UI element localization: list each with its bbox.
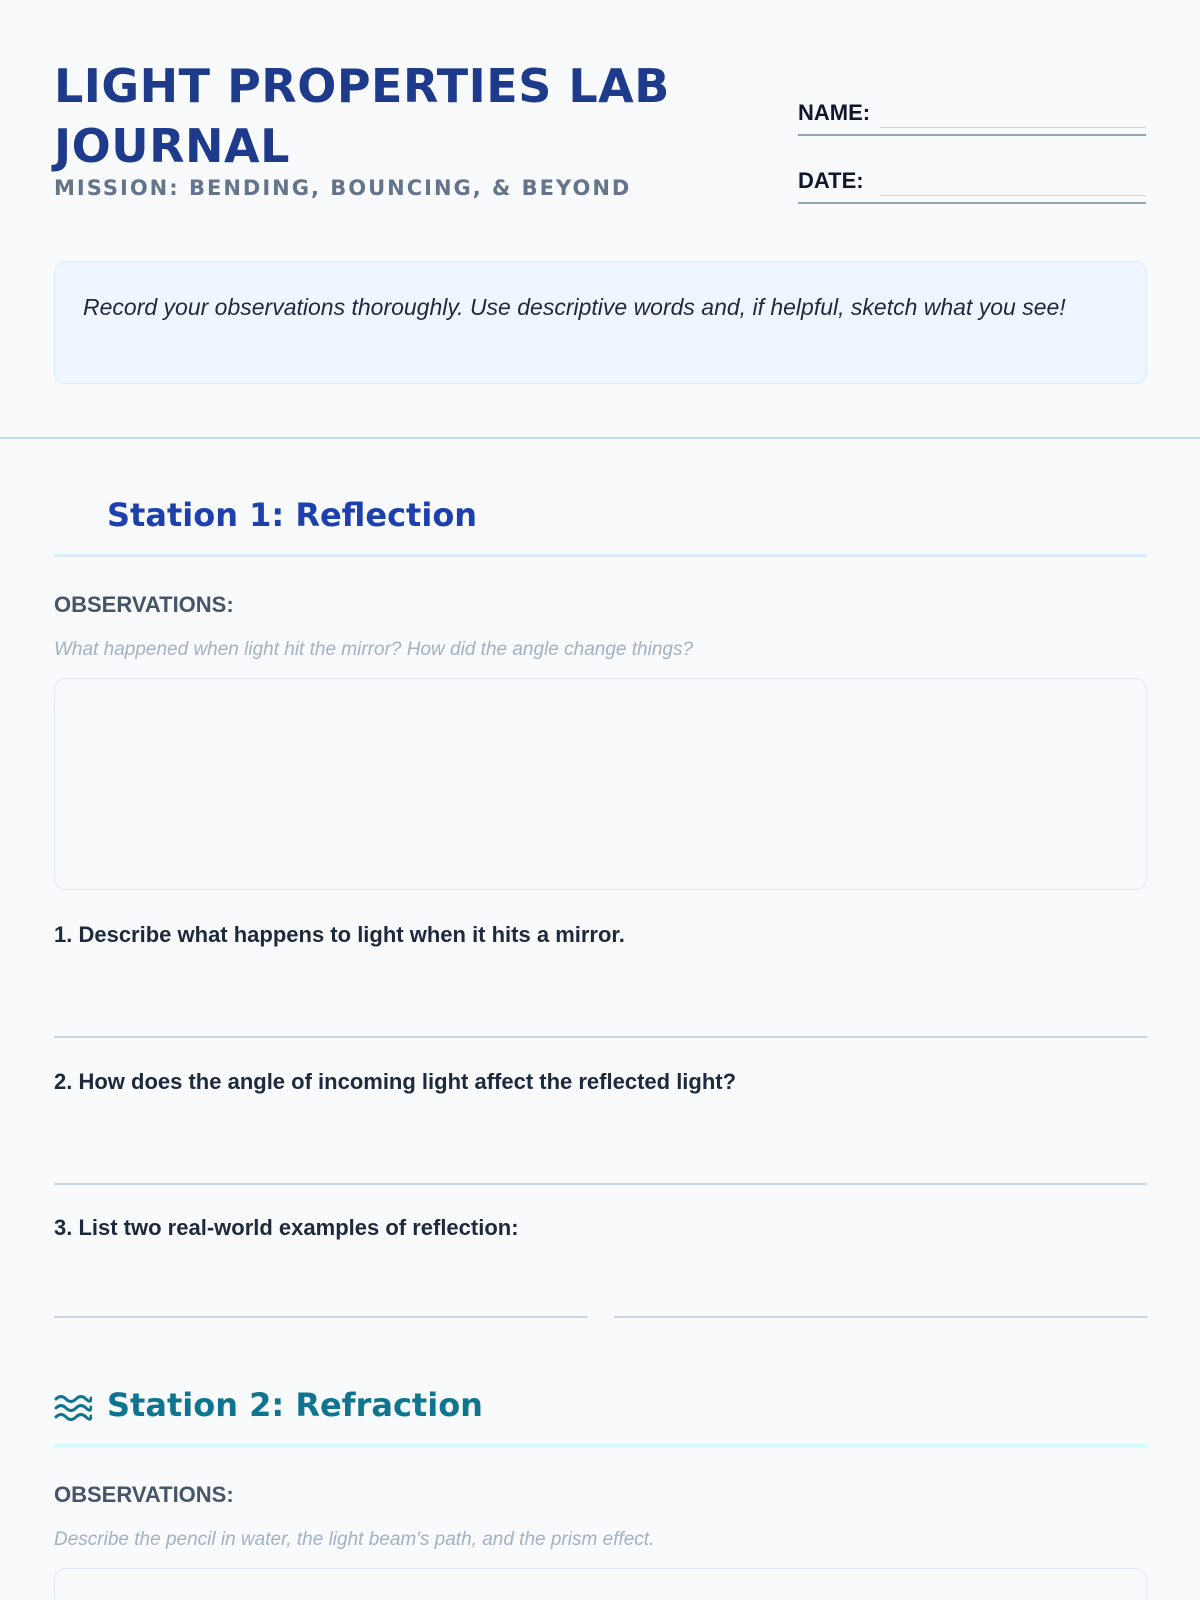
station1-question-3: 3. List two real-world examples of reflection: bbox=[54, 1215, 519, 1240]
station1-observations-hint: What happened when light hit the mirror? How did the angle change things? bbox=[54, 639, 694, 660]
page-title: LIGHT PROPERTIES LAB JOURNAL bbox=[54, 59, 670, 173]
station1-title: Station 1: Reflection bbox=[107, 496, 478, 534]
station1-divider bbox=[54, 554, 1147, 557]
station1-question-1: 1. Describe what happens to light when it hits a mirror. bbox=[54, 922, 625, 947]
station2-observations-box[interactable] bbox=[54, 1568, 1147, 1600]
station1-answer-line-3a[interactable] bbox=[54, 1316, 587, 1318]
instructions-box: Record your observations thoroughly. Use descriptive words and, if helpful, sketch what you see! bbox=[54, 261, 1147, 384]
station1-answer-line-3b[interactable] bbox=[614, 1316, 1147, 1318]
station1-answer-line-2[interactable] bbox=[54, 1183, 1147, 1185]
page-subtitle: MISSION: BENDING, BOUNCING, & BEYOND bbox=[54, 176, 632, 200]
name-label: NAME: bbox=[798, 100, 871, 125]
date-input-line[interactable] bbox=[880, 195, 1146, 196]
station2-observations-label: OBSERVATIONS: bbox=[54, 1482, 234, 1507]
station2-title: Station 2: Refraction bbox=[107, 1386, 483, 1424]
station1-observations-box[interactable] bbox=[54, 678, 1147, 890]
date-field[interactable] bbox=[798, 164, 1146, 204]
name-input-line[interactable] bbox=[880, 127, 1146, 128]
station2-observations-hint: Describe the pencil in water, the light beam's path, and the prism effect. bbox=[54, 1529, 655, 1550]
station1-answer-line-1[interactable] bbox=[54, 1036, 1147, 1038]
waves-icon bbox=[54, 1393, 92, 1423]
date-label: DATE: bbox=[798, 168, 864, 193]
name-field[interactable] bbox=[798, 96, 1146, 136]
station2-divider bbox=[54, 1444, 1147, 1447]
station1-question-2: 2. How does the angle of incoming light affect the reflected light? bbox=[54, 1069, 737, 1094]
header-divider bbox=[0, 437, 1200, 439]
station1-observations-label: OBSERVATIONS: bbox=[54, 592, 234, 617]
